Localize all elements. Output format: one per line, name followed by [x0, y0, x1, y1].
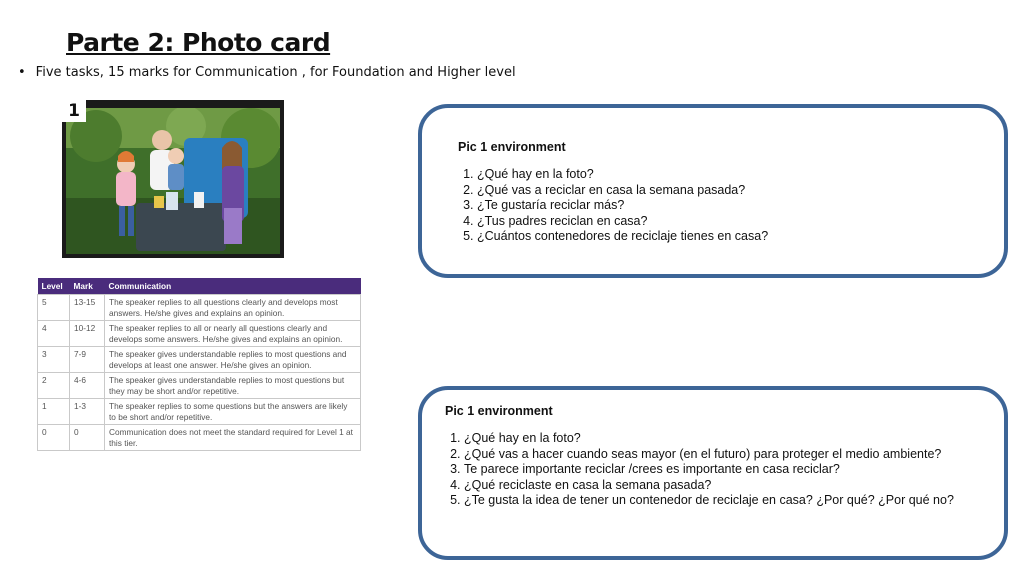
- cell-descriptor: The speaker replies to all questions clearly and develops most answers. He/she gives and explains an opinion.: [105, 295, 361, 321]
- question-item: 3. Te parece importante reciclar /crees es importante en casa reciclar?: [464, 462, 954, 478]
- question-item: 5. ¿Cuántos contenedores de reciclaje tienes en casa?: [477, 229, 768, 245]
- bullet-dot: •: [18, 65, 26, 80]
- photo-number: 1: [62, 100, 86, 122]
- table-row: [38, 399, 361, 425]
- table-row: [38, 295, 361, 321]
- cell-mark: 7-9: [70, 347, 105, 373]
- question-list: [458, 167, 768, 245]
- card-title: Pic 1 environment: [445, 404, 553, 418]
- table-row: [38, 373, 361, 399]
- photo-card-image: [62, 100, 284, 258]
- cell-level: 1: [38, 399, 70, 425]
- family-recycling-photo: [66, 108, 280, 254]
- question-card-1: [418, 104, 1008, 278]
- cell-mark: 10-12: [70, 321, 105, 347]
- table-row: [38, 347, 361, 373]
- cell-level: 4: [38, 321, 70, 347]
- header-communication: Communication: [105, 278, 361, 295]
- cell-mark: 1-3: [70, 399, 105, 425]
- cell-level: 3: [38, 347, 70, 373]
- question-item: 3. ¿Te gustaría reciclar más?: [477, 198, 768, 214]
- header-level: Level: [38, 278, 70, 295]
- page-title: Parte 2: Photo card: [66, 28, 331, 57]
- question-list: [445, 431, 954, 509]
- cell-descriptor: The speaker gives understandable replies to most questions and develops at least one answer. He/she gives an opinion.: [105, 347, 361, 373]
- cell-level: 5: [38, 295, 70, 321]
- intro-bullet: [18, 65, 516, 80]
- cell-descriptor: The speaker gives understandable replies to most questions but they may be short and/or repetitive.: [105, 373, 361, 399]
- cell-descriptor: Communication does not meet the standard required for Level 1 at this tier.: [105, 425, 361, 451]
- question-item: 2. ¿Qué vas a reciclar en casa la semana pasada?: [477, 183, 768, 199]
- table-row: [38, 425, 361, 451]
- cell-level: 0: [38, 425, 70, 451]
- cell-descriptor: The speaker replies to some questions but the answers are likely to be short and/or repetitive.: [105, 399, 361, 425]
- question-card-2: [418, 386, 1008, 560]
- mark-scheme-table: [37, 278, 361, 451]
- question-item: 4. ¿Qué reciclaste en casa la semana pasada?: [464, 478, 954, 494]
- table-header-row: [38, 278, 361, 295]
- cell-mark: 0: [70, 425, 105, 451]
- question-item: 1. ¿Qué hay en la foto?: [477, 167, 768, 183]
- header-mark: Mark: [70, 278, 105, 295]
- cell-mark: 4-6: [70, 373, 105, 399]
- cell-level: 2: [38, 373, 70, 399]
- intro-text: Five tasks, 15 marks for Communication , for Foundation and Higher level: [35, 65, 516, 80]
- cell-descriptor: The speaker replies to all or nearly all questions clearly and develops some answers. He/she gives and explains an opinion.: [105, 321, 361, 347]
- question-item: 2. ¿Qué vas a hacer cuando seas mayor (en el futuro) para proteger el medio ambiente?: [464, 447, 954, 463]
- question-item: 1. ¿Qué hay en la foto?: [464, 431, 954, 447]
- card-title: Pic 1 environment: [458, 140, 566, 154]
- question-item: 5. ¿Te gusta la idea de tener un contenedor de reciclaje en casa? ¿Por qué? ¿Por qué no?: [464, 493, 954, 509]
- table-row: [38, 321, 361, 347]
- question-item: 4. ¿Tus padres reciclan en casa?: [477, 214, 768, 230]
- cell-mark: 13-15: [70, 295, 105, 321]
